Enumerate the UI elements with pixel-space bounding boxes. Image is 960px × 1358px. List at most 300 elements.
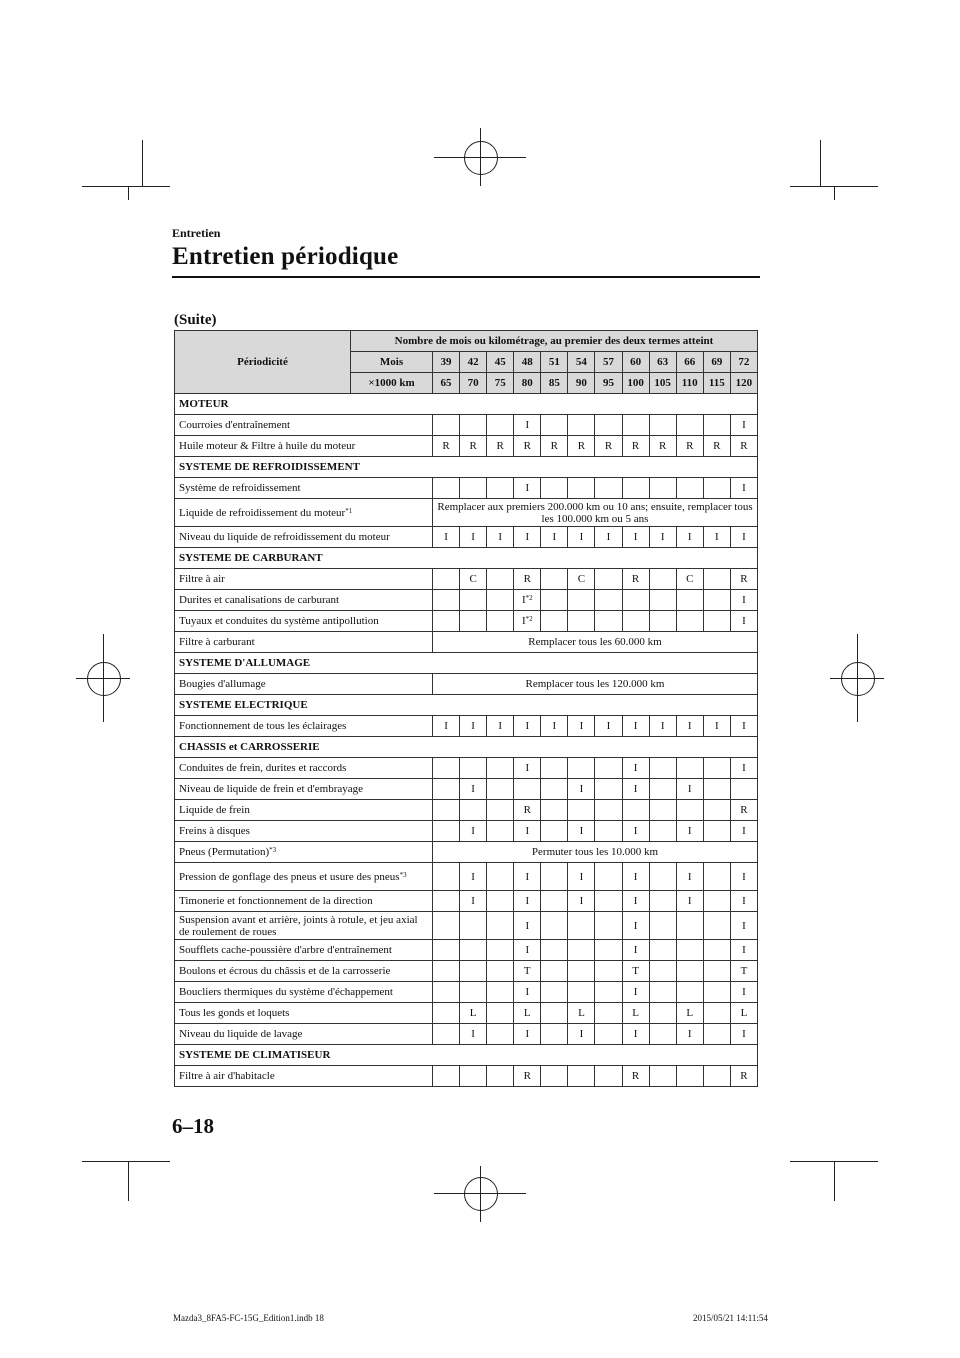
schedule-cell: R bbox=[649, 436, 676, 457]
schedule-cell: I bbox=[730, 611, 757, 632]
item-label bbox=[175, 415, 433, 436]
footnote-marker: *2 bbox=[525, 594, 533, 602]
schedule-cell bbox=[703, 415, 730, 436]
schedule-cell bbox=[433, 1024, 460, 1045]
schedule-cell bbox=[649, 863, 676, 891]
schedule-cell bbox=[541, 569, 568, 590]
schedule-cell bbox=[433, 779, 460, 800]
footer-timestamp: 2015/05/21 14:11:54 bbox=[693, 1313, 768, 1323]
item-label bbox=[175, 611, 433, 632]
schedule-cell bbox=[649, 1024, 676, 1045]
schedule-cell bbox=[487, 940, 514, 961]
schedule-cell bbox=[433, 961, 460, 982]
schedule-cell bbox=[460, 415, 487, 436]
schedule-cell: I bbox=[568, 527, 595, 548]
schedule-cell bbox=[703, 912, 730, 940]
schedule-cell bbox=[595, 1003, 622, 1024]
table-row bbox=[175, 569, 758, 590]
schedule-cell bbox=[676, 961, 703, 982]
item-label-text: Filtre à air bbox=[179, 573, 225, 585]
schedule-cell bbox=[568, 1066, 595, 1087]
schedule-cell: L bbox=[568, 1003, 595, 1024]
km-header: 65 bbox=[433, 373, 460, 394]
item-label-text: Système de refroidissement bbox=[179, 482, 301, 494]
month-header: 60 bbox=[622, 352, 649, 373]
item-label-text: Tuyaux et conduites du système antipollution bbox=[179, 615, 379, 627]
category-label: SYSTEME DE CARBURANT bbox=[175, 548, 758, 569]
schedule-cell bbox=[568, 912, 595, 940]
schedule-cell bbox=[541, 590, 568, 611]
table-row bbox=[175, 758, 758, 779]
km-header: 70 bbox=[460, 373, 487, 394]
interval-header: Nombre de mois ou kilométrage, au premier des deux termes atteint bbox=[351, 331, 758, 352]
schedule-cell bbox=[676, 800, 703, 821]
schedule-cell: I bbox=[541, 716, 568, 737]
category-label: MOTEUR bbox=[175, 394, 758, 415]
schedule-cell bbox=[568, 758, 595, 779]
month-header: 51 bbox=[541, 352, 568, 373]
schedule-cell: R bbox=[622, 569, 649, 590]
schedule-cell bbox=[541, 779, 568, 800]
table-row bbox=[175, 1003, 758, 1024]
schedule-cell bbox=[487, 912, 514, 940]
schedule-cell bbox=[487, 779, 514, 800]
schedule-cell: I bbox=[460, 716, 487, 737]
schedule-cell bbox=[649, 961, 676, 982]
schedule-cell bbox=[703, 800, 730, 821]
item-label bbox=[175, 716, 433, 737]
schedule-cell: R bbox=[622, 1066, 649, 1087]
category-label: CHASSIS et CARROSSERIE bbox=[175, 737, 758, 758]
table-row bbox=[175, 940, 758, 961]
schedule-cell: R bbox=[541, 436, 568, 457]
schedule-cell bbox=[433, 821, 460, 842]
table-row bbox=[175, 499, 758, 527]
schedule-cell: R bbox=[514, 800, 541, 821]
schedule-cell: I bbox=[514, 415, 541, 436]
item-label bbox=[175, 961, 433, 982]
page-number: 6–18 bbox=[172, 1114, 214, 1138]
schedule-cell: I bbox=[595, 716, 622, 737]
category-label: SYSTEME DE REFROIDISSEMENT bbox=[175, 457, 758, 478]
schedule-cell: I bbox=[703, 527, 730, 548]
schedule-cell bbox=[460, 961, 487, 982]
schedule-cell: I bbox=[676, 863, 703, 891]
schedule-cell: I bbox=[730, 940, 757, 961]
schedule-cell: I bbox=[568, 821, 595, 842]
schedule-cell bbox=[649, 940, 676, 961]
schedule-cell: R bbox=[460, 436, 487, 457]
schedule-cell bbox=[487, 758, 514, 779]
schedule-cell: I bbox=[514, 863, 541, 891]
schedule-cell bbox=[487, 961, 514, 982]
schedule-cell bbox=[568, 590, 595, 611]
schedule-cell: I bbox=[514, 982, 541, 1003]
table-row bbox=[175, 779, 758, 800]
schedule-cell bbox=[622, 478, 649, 499]
schedule-cell bbox=[676, 982, 703, 1003]
schedule-cell: I bbox=[730, 590, 757, 611]
schedule-cell bbox=[703, 863, 730, 891]
schedule-cell bbox=[676, 478, 703, 499]
item-label bbox=[175, 779, 433, 800]
item-label-text: Filtre à air d'habitacle bbox=[179, 1070, 275, 1082]
schedule-cell bbox=[487, 891, 514, 912]
km-header: 85 bbox=[541, 373, 568, 394]
category-row bbox=[175, 1045, 758, 1066]
schedule-cell bbox=[595, 779, 622, 800]
km-header: 80 bbox=[514, 373, 541, 394]
schedule-cell: I bbox=[514, 478, 541, 499]
schedule-cell: R bbox=[568, 436, 595, 457]
schedule-cell bbox=[622, 800, 649, 821]
schedule-cell bbox=[595, 961, 622, 982]
schedule-cell: R bbox=[487, 436, 514, 457]
schedule-cell bbox=[433, 1066, 460, 1087]
continued-label: (Suite) bbox=[174, 312, 217, 328]
item-label bbox=[175, 842, 433, 863]
month-header: 48 bbox=[514, 352, 541, 373]
schedule-cell: I bbox=[622, 891, 649, 912]
schedule-cell bbox=[541, 800, 568, 821]
schedule-cell: I bbox=[703, 716, 730, 737]
schedule-cell: I bbox=[730, 527, 757, 548]
schedule-cell: T bbox=[622, 961, 649, 982]
schedule-cell: I bbox=[514, 891, 541, 912]
schedule-cell bbox=[541, 940, 568, 961]
schedule-cell: I bbox=[514, 1024, 541, 1045]
schedule-cell bbox=[433, 982, 460, 1003]
schedule-cell bbox=[595, 800, 622, 821]
table-row bbox=[175, 800, 758, 821]
schedule-cell bbox=[541, 478, 568, 499]
schedule-cell bbox=[676, 940, 703, 961]
month-header: 72 bbox=[730, 352, 757, 373]
schedule-cell: L bbox=[460, 1003, 487, 1024]
schedule-cell bbox=[703, 982, 730, 1003]
item-label-text: Courroies d'entraînement bbox=[179, 419, 291, 431]
schedule-cell: I bbox=[730, 716, 757, 737]
schedule-cell bbox=[433, 800, 460, 821]
footnote-marker: *3 bbox=[399, 870, 407, 879]
table-row bbox=[175, 716, 758, 737]
km-header: 115 bbox=[703, 373, 730, 394]
schedule-cell bbox=[460, 800, 487, 821]
schedule-cell bbox=[541, 1003, 568, 1024]
month-header: 57 bbox=[595, 352, 622, 373]
table-row bbox=[175, 436, 758, 457]
item-label-text: Filtre à carburant bbox=[179, 636, 255, 648]
months-label: Mois bbox=[351, 352, 433, 373]
item-label bbox=[175, 891, 433, 912]
schedule-cell: I bbox=[622, 982, 649, 1003]
schedule-cell bbox=[568, 982, 595, 1003]
item-label bbox=[175, 478, 433, 499]
category-row bbox=[175, 695, 758, 716]
schedule-cell: L bbox=[622, 1003, 649, 1024]
km-header: 105 bbox=[649, 373, 676, 394]
schedule-cell: I bbox=[514, 758, 541, 779]
schedule-cell bbox=[433, 891, 460, 912]
item-label-text: Soufflets cache-poussière d'arbre d'entraînement bbox=[179, 944, 392, 956]
km-header: 75 bbox=[487, 373, 514, 394]
schedule-cell bbox=[676, 415, 703, 436]
item-label-text: Pression de gonflage des pneus et usure des pneus bbox=[179, 870, 400, 883]
schedule-cell: I bbox=[622, 912, 649, 940]
schedule-cell bbox=[595, 758, 622, 779]
item-label bbox=[175, 590, 433, 611]
schedule-cell bbox=[433, 863, 460, 891]
schedule-cell: I bbox=[460, 1024, 487, 1045]
schedule-cell: I bbox=[730, 982, 757, 1003]
month-header: 66 bbox=[676, 352, 703, 373]
schedule-cell bbox=[676, 611, 703, 632]
schedule-cell bbox=[649, 1066, 676, 1087]
interval-note: Remplacer tous les 60.000 km bbox=[433, 632, 758, 653]
schedule-cell bbox=[595, 569, 622, 590]
month-header: 69 bbox=[703, 352, 730, 373]
table-row bbox=[175, 415, 758, 436]
schedule-cell: I bbox=[541, 527, 568, 548]
schedule-cell bbox=[541, 961, 568, 982]
schedule-cell: I bbox=[676, 891, 703, 912]
schedule-cell bbox=[703, 758, 730, 779]
schedule-cell bbox=[460, 590, 487, 611]
footnote-marker: *1 bbox=[345, 506, 353, 515]
schedule-cell bbox=[433, 611, 460, 632]
schedule-cell bbox=[649, 569, 676, 590]
item-label-text: Huile moteur & Filtre à huile du moteur bbox=[179, 440, 356, 452]
month-header: 54 bbox=[568, 352, 595, 373]
table-row bbox=[175, 863, 758, 891]
category-row bbox=[175, 394, 758, 415]
item-label bbox=[175, 1066, 433, 1087]
item-label bbox=[175, 758, 433, 779]
item-label bbox=[175, 912, 433, 940]
schedule-cell bbox=[703, 940, 730, 961]
schedule-cell bbox=[649, 478, 676, 499]
schedule-cell bbox=[703, 611, 730, 632]
schedule-cell bbox=[622, 415, 649, 436]
item-label-text: Pneus (Permutation) bbox=[179, 846, 270, 858]
schedule-cell bbox=[676, 1066, 703, 1087]
schedule-cell: L bbox=[730, 1003, 757, 1024]
schedule-cell bbox=[649, 415, 676, 436]
schedule-cell bbox=[487, 590, 514, 611]
schedule-cell bbox=[487, 1066, 514, 1087]
interval-note: Permuter tous les 10.000 km bbox=[433, 842, 758, 863]
item-label bbox=[175, 632, 433, 653]
schedule-cell bbox=[460, 912, 487, 940]
schedule-cell bbox=[433, 569, 460, 590]
schedule-cell bbox=[649, 590, 676, 611]
table-row bbox=[175, 961, 758, 982]
item-label bbox=[175, 436, 433, 457]
schedule-cell bbox=[595, 821, 622, 842]
schedule-cell bbox=[541, 912, 568, 940]
schedule-cell: I bbox=[460, 821, 487, 842]
item-label bbox=[175, 1003, 433, 1024]
schedule-cell bbox=[703, 478, 730, 499]
schedule-cell bbox=[703, 569, 730, 590]
schedule-cell: I bbox=[433, 527, 460, 548]
schedule-cell bbox=[433, 590, 460, 611]
schedule-cell bbox=[541, 1066, 568, 1087]
month-header: 63 bbox=[649, 352, 676, 373]
item-label bbox=[175, 499, 433, 527]
schedule-cell bbox=[622, 590, 649, 611]
schedule-cell: R bbox=[595, 436, 622, 457]
schedule-cell: I bbox=[568, 1024, 595, 1045]
km-header: 90 bbox=[568, 373, 595, 394]
schedule-cell bbox=[487, 821, 514, 842]
schedule-cell: I bbox=[676, 779, 703, 800]
schedule-cell bbox=[541, 863, 568, 891]
schedule-cell bbox=[433, 912, 460, 940]
schedule-cell bbox=[568, 800, 595, 821]
schedule-cell bbox=[541, 821, 568, 842]
schedule-cell bbox=[460, 478, 487, 499]
schedule-cell: C bbox=[676, 569, 703, 590]
category-row bbox=[175, 737, 758, 758]
schedule-cell: I bbox=[622, 1024, 649, 1045]
schedule-cell bbox=[433, 758, 460, 779]
category-label: SYSTEME DE CLIMATISEUR bbox=[175, 1045, 758, 1066]
table-row bbox=[175, 1024, 758, 1045]
schedule-code: I bbox=[521, 594, 526, 606]
schedule-cell bbox=[649, 800, 676, 821]
item-label-text: Boucliers thermiques du système d'échappement bbox=[179, 986, 393, 998]
schedule-cell bbox=[487, 569, 514, 590]
schedule-cell: I bbox=[649, 716, 676, 737]
month-header: 45 bbox=[487, 352, 514, 373]
schedule-cell bbox=[649, 982, 676, 1003]
item-label-text: Boulons et écrous du châssis et de la carrosserie bbox=[179, 965, 391, 977]
page-title: Entretien périodique bbox=[172, 243, 399, 270]
table-row bbox=[175, 632, 758, 653]
schedule-cell: I bbox=[568, 716, 595, 737]
category-row bbox=[175, 653, 758, 674]
schedule-cell bbox=[487, 611, 514, 632]
table-row bbox=[175, 590, 758, 611]
schedule-cell: I bbox=[595, 527, 622, 548]
month-header: 42 bbox=[460, 352, 487, 373]
table-row bbox=[175, 478, 758, 499]
header-row-top bbox=[175, 331, 758, 352]
schedule-cell: I bbox=[622, 758, 649, 779]
item-label-text: Niveau du liquide de lavage bbox=[179, 1028, 303, 1040]
km-header: 120 bbox=[730, 373, 757, 394]
schedule-cell bbox=[595, 863, 622, 891]
schedule-cell: I bbox=[622, 779, 649, 800]
item-label bbox=[175, 821, 433, 842]
schedule-cell: I bbox=[460, 527, 487, 548]
schedule-cell: R bbox=[730, 436, 757, 457]
schedule-cell: R bbox=[514, 436, 541, 457]
schedule-cell bbox=[676, 590, 703, 611]
schedule-cell bbox=[487, 478, 514, 499]
schedule-cell bbox=[487, 982, 514, 1003]
table-row bbox=[175, 982, 758, 1003]
schedule-cell: I bbox=[676, 527, 703, 548]
item-label bbox=[175, 982, 433, 1003]
item-label bbox=[175, 940, 433, 961]
schedule-cell bbox=[703, 779, 730, 800]
schedule-cell: I bbox=[622, 716, 649, 737]
schedule-cell: R bbox=[730, 569, 757, 590]
schedule-cell: I bbox=[487, 716, 514, 737]
schedule-cell bbox=[433, 1003, 460, 1024]
category-label: SYSTEME D'ALLUMAGE bbox=[175, 653, 758, 674]
schedule-cell bbox=[730, 779, 757, 800]
schedule-cell bbox=[595, 982, 622, 1003]
table-row bbox=[175, 611, 758, 632]
schedule-cell bbox=[541, 1024, 568, 1045]
km-header: 100 bbox=[622, 373, 649, 394]
schedule-code: I bbox=[521, 615, 526, 627]
schedule-cell: I bbox=[730, 821, 757, 842]
schedule-cell: I bbox=[730, 891, 757, 912]
title-rule bbox=[172, 276, 760, 278]
schedule-cell: I bbox=[622, 863, 649, 891]
schedule-cell bbox=[433, 415, 460, 436]
schedule-cell bbox=[568, 940, 595, 961]
km-header: 110 bbox=[676, 373, 703, 394]
table-body bbox=[175, 331, 758, 1087]
schedule-cell: I bbox=[433, 716, 460, 737]
interval-note: Remplacer aux premiers 200.000 km ou 10 ans; ensuite, remplacer tous les 100.000 km ou 5 ans bbox=[433, 499, 758, 527]
schedule-cell: I bbox=[514, 912, 541, 940]
schedule-cell bbox=[649, 821, 676, 842]
km-header: 95 bbox=[595, 373, 622, 394]
item-label-text: Suspension avant et arrière, joints à rotule, et jeu axial de roulement de roues bbox=[179, 913, 418, 938]
interval-note: Remplacer tous les 120.000 km bbox=[433, 674, 758, 695]
schedule-cell bbox=[541, 611, 568, 632]
section-label: Entretien bbox=[172, 226, 221, 240]
km-label: ×1000 km bbox=[351, 373, 433, 394]
schedule-cell: I bbox=[568, 891, 595, 912]
item-label-text: Liquide de refroidissement du moteur bbox=[179, 506, 346, 519]
schedule-cell bbox=[703, 821, 730, 842]
schedule-cell: I bbox=[568, 863, 595, 891]
schedule-cell bbox=[649, 758, 676, 779]
schedule-cell: L bbox=[676, 1003, 703, 1024]
schedule-cell: I bbox=[730, 1024, 757, 1045]
category-label: SYSTEME ELECTRIQUE bbox=[175, 695, 758, 716]
schedule-cell bbox=[703, 1003, 730, 1024]
schedule-cell bbox=[487, 863, 514, 891]
schedule-cell: R bbox=[730, 1066, 757, 1087]
schedule-cell: I bbox=[649, 527, 676, 548]
item-label-text: Liquide de frein bbox=[179, 804, 250, 816]
item-label-text: Niveau du liquide de refroidissement du moteur bbox=[179, 531, 390, 543]
schedule-cell bbox=[514, 611, 541, 632]
item-label-text: Timonerie et fonctionnement de la direction bbox=[179, 895, 373, 907]
schedule-cell bbox=[460, 758, 487, 779]
schedule-cell bbox=[676, 912, 703, 940]
table-row bbox=[175, 842, 758, 863]
schedule-cell bbox=[595, 1024, 622, 1045]
schedule-cell bbox=[541, 758, 568, 779]
schedule-cell bbox=[649, 912, 676, 940]
schedule-cell: I bbox=[730, 863, 757, 891]
schedule-cell bbox=[649, 611, 676, 632]
category-row bbox=[175, 457, 758, 478]
item-label-text: Durites et canalisations de carburant bbox=[179, 594, 340, 606]
table-row bbox=[175, 891, 758, 912]
item-label-text: Fonctionnement de tous les éclairages bbox=[179, 720, 347, 732]
table-row bbox=[175, 527, 758, 548]
